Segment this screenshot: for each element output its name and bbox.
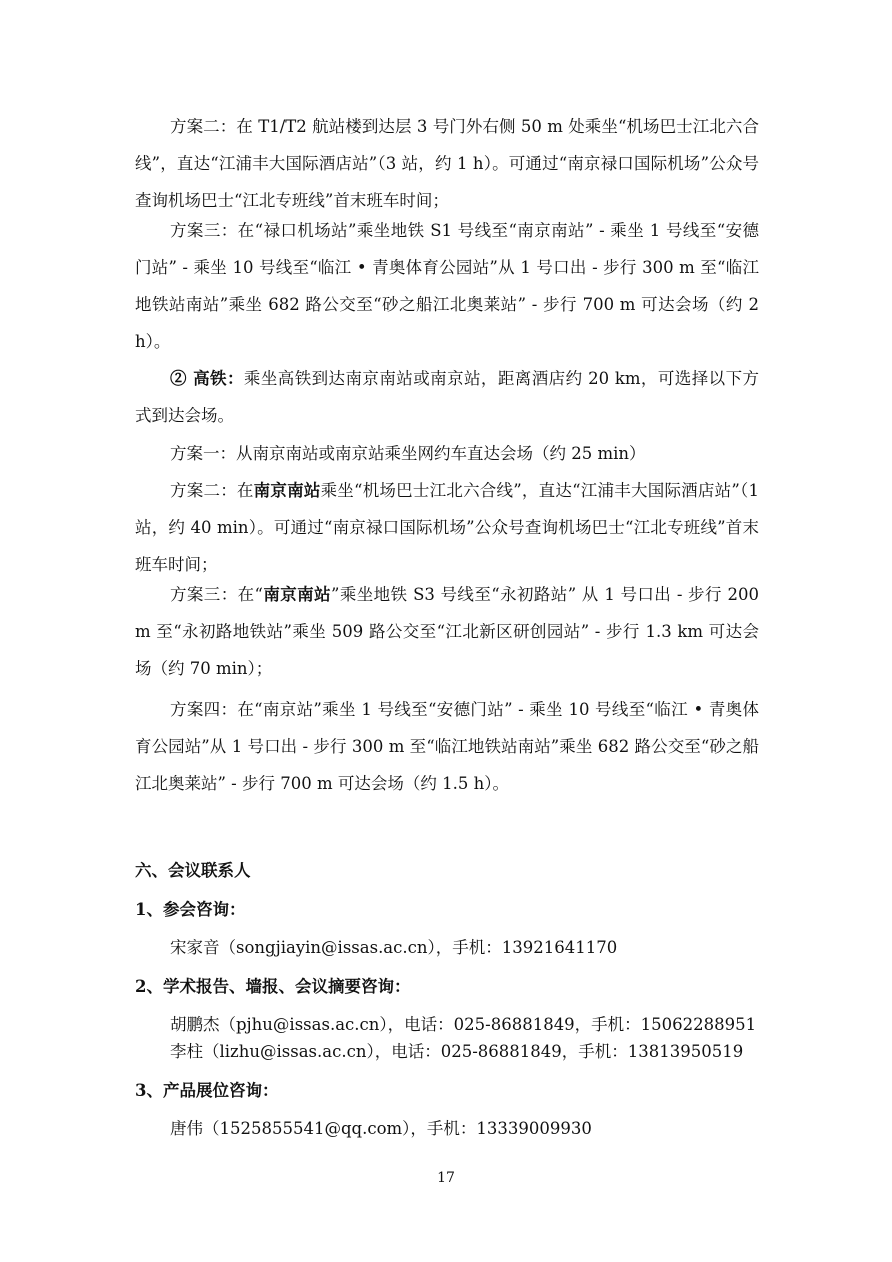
registration-title: 1、参会咨询： [135, 900, 246, 919]
exhibit-contact: 唐伟（1525855541@qq.com），手机：13339009930 [170, 1119, 592, 1138]
rail-plan-2-prefix: 方案二：在 [170, 481, 254, 500]
academic-contact-1: 胡鹏杰（pjhu@issas.ac.cn），电话：025-86881849，手机：15062288951 [170, 1015, 757, 1034]
airport-plan-3: 方案三：在“禄口机场站”乘坐地铁 S1 号线至“南京南站” - 乘坐 1 号线至“安德门站” - 乘坐 10 号线至“临江 • 青奥体育公园站”从 1 号口出 - 步行 300 m 至“临江地铁站南站”乘坐 682 路公交至“砂之船江北奥莱站” - 步行 700 m 可达会场（约 2 h）。 [135, 221, 759, 351]
rail-plan-3-station: 南京南站 [262, 585, 331, 604]
page-number: 17 [437, 1170, 455, 1186]
rail-label: ② 高铁： [170, 369, 244, 388]
academic-title: 2、学术报告、墙报、会议摘要咨询： [135, 977, 411, 996]
rail-plan-4: 方案四：在“南京站”乘坐 1 号线至“安德门站” - 乘坐 10 号线至“临江 • 青奥体育公园站”从 1 号口出 - 步行 300 m 至“临江地铁站南站”乘坐 682 路公交至“砂之船江北奥莱站” - 步行 700 m 可达会场（约 1.5 h）。 [135, 700, 759, 793]
registration-contact: 宋家音（songjiayin@issas.ac.cn），手机：13921641170 [170, 938, 618, 957]
rail-plan-2-rest: 乘坐“机场巴士江北六合线”，直达“江浦丰大国际酒店站”（1 站，约 40 min）。可通过“南京禄口国际机场”公众号查询机场巴士“江北专班线”首末班车时间； [135, 481, 759, 574]
rail-plan-2-station: 南京南站 [253, 481, 321, 500]
airport-plan-2: 方案二：在 T1/T2 航站楼到达层 3 号门外右侧 50 m 处乘坐“机场巴士江北六合线”，直达“江浦丰大国际酒店站”（3 站，约 1 h）。可通过“南京禄口国际机场”公众号查询机场巴士“江北专班线”首末班车时间； [135, 117, 759, 210]
rail-intro-paragraph [135, 360, 759, 434]
exhibit-title: 3、产品展位咨询： [135, 1081, 279, 1100]
rail-plan-3-prefix: 方案三：在“ [170, 585, 263, 604]
rail-plan-2 [135, 472, 759, 583]
contacts-section-title: 六、会议联系人 [135, 861, 251, 880]
rail-plan-3-rest: ”乘坐地铁 S3 号线至“永初路站” 从 1 号口出 - 步行 200 m 至“永初路地铁站”乘坐 509 路公交至“江北新区研创园站” - 步行 1.3 km 可达会场（约 70 min）； [135, 585, 760, 678]
rail-plan-3 [135, 576, 759, 687]
rail-plan-1: 方案一：从南京南站或南京站乘坐网约车直达会场（约 25 min） [170, 444, 646, 463]
academic-contact-2: 李柱（lizhu@issas.ac.cn），电话：025-86881849，手机：13813950519 [170, 1042, 744, 1061]
rail-intro: 乘坐高铁到达南京南站或南京站，距离酒店约 20 km，可选择以下方式到达会场。 [135, 369, 759, 425]
